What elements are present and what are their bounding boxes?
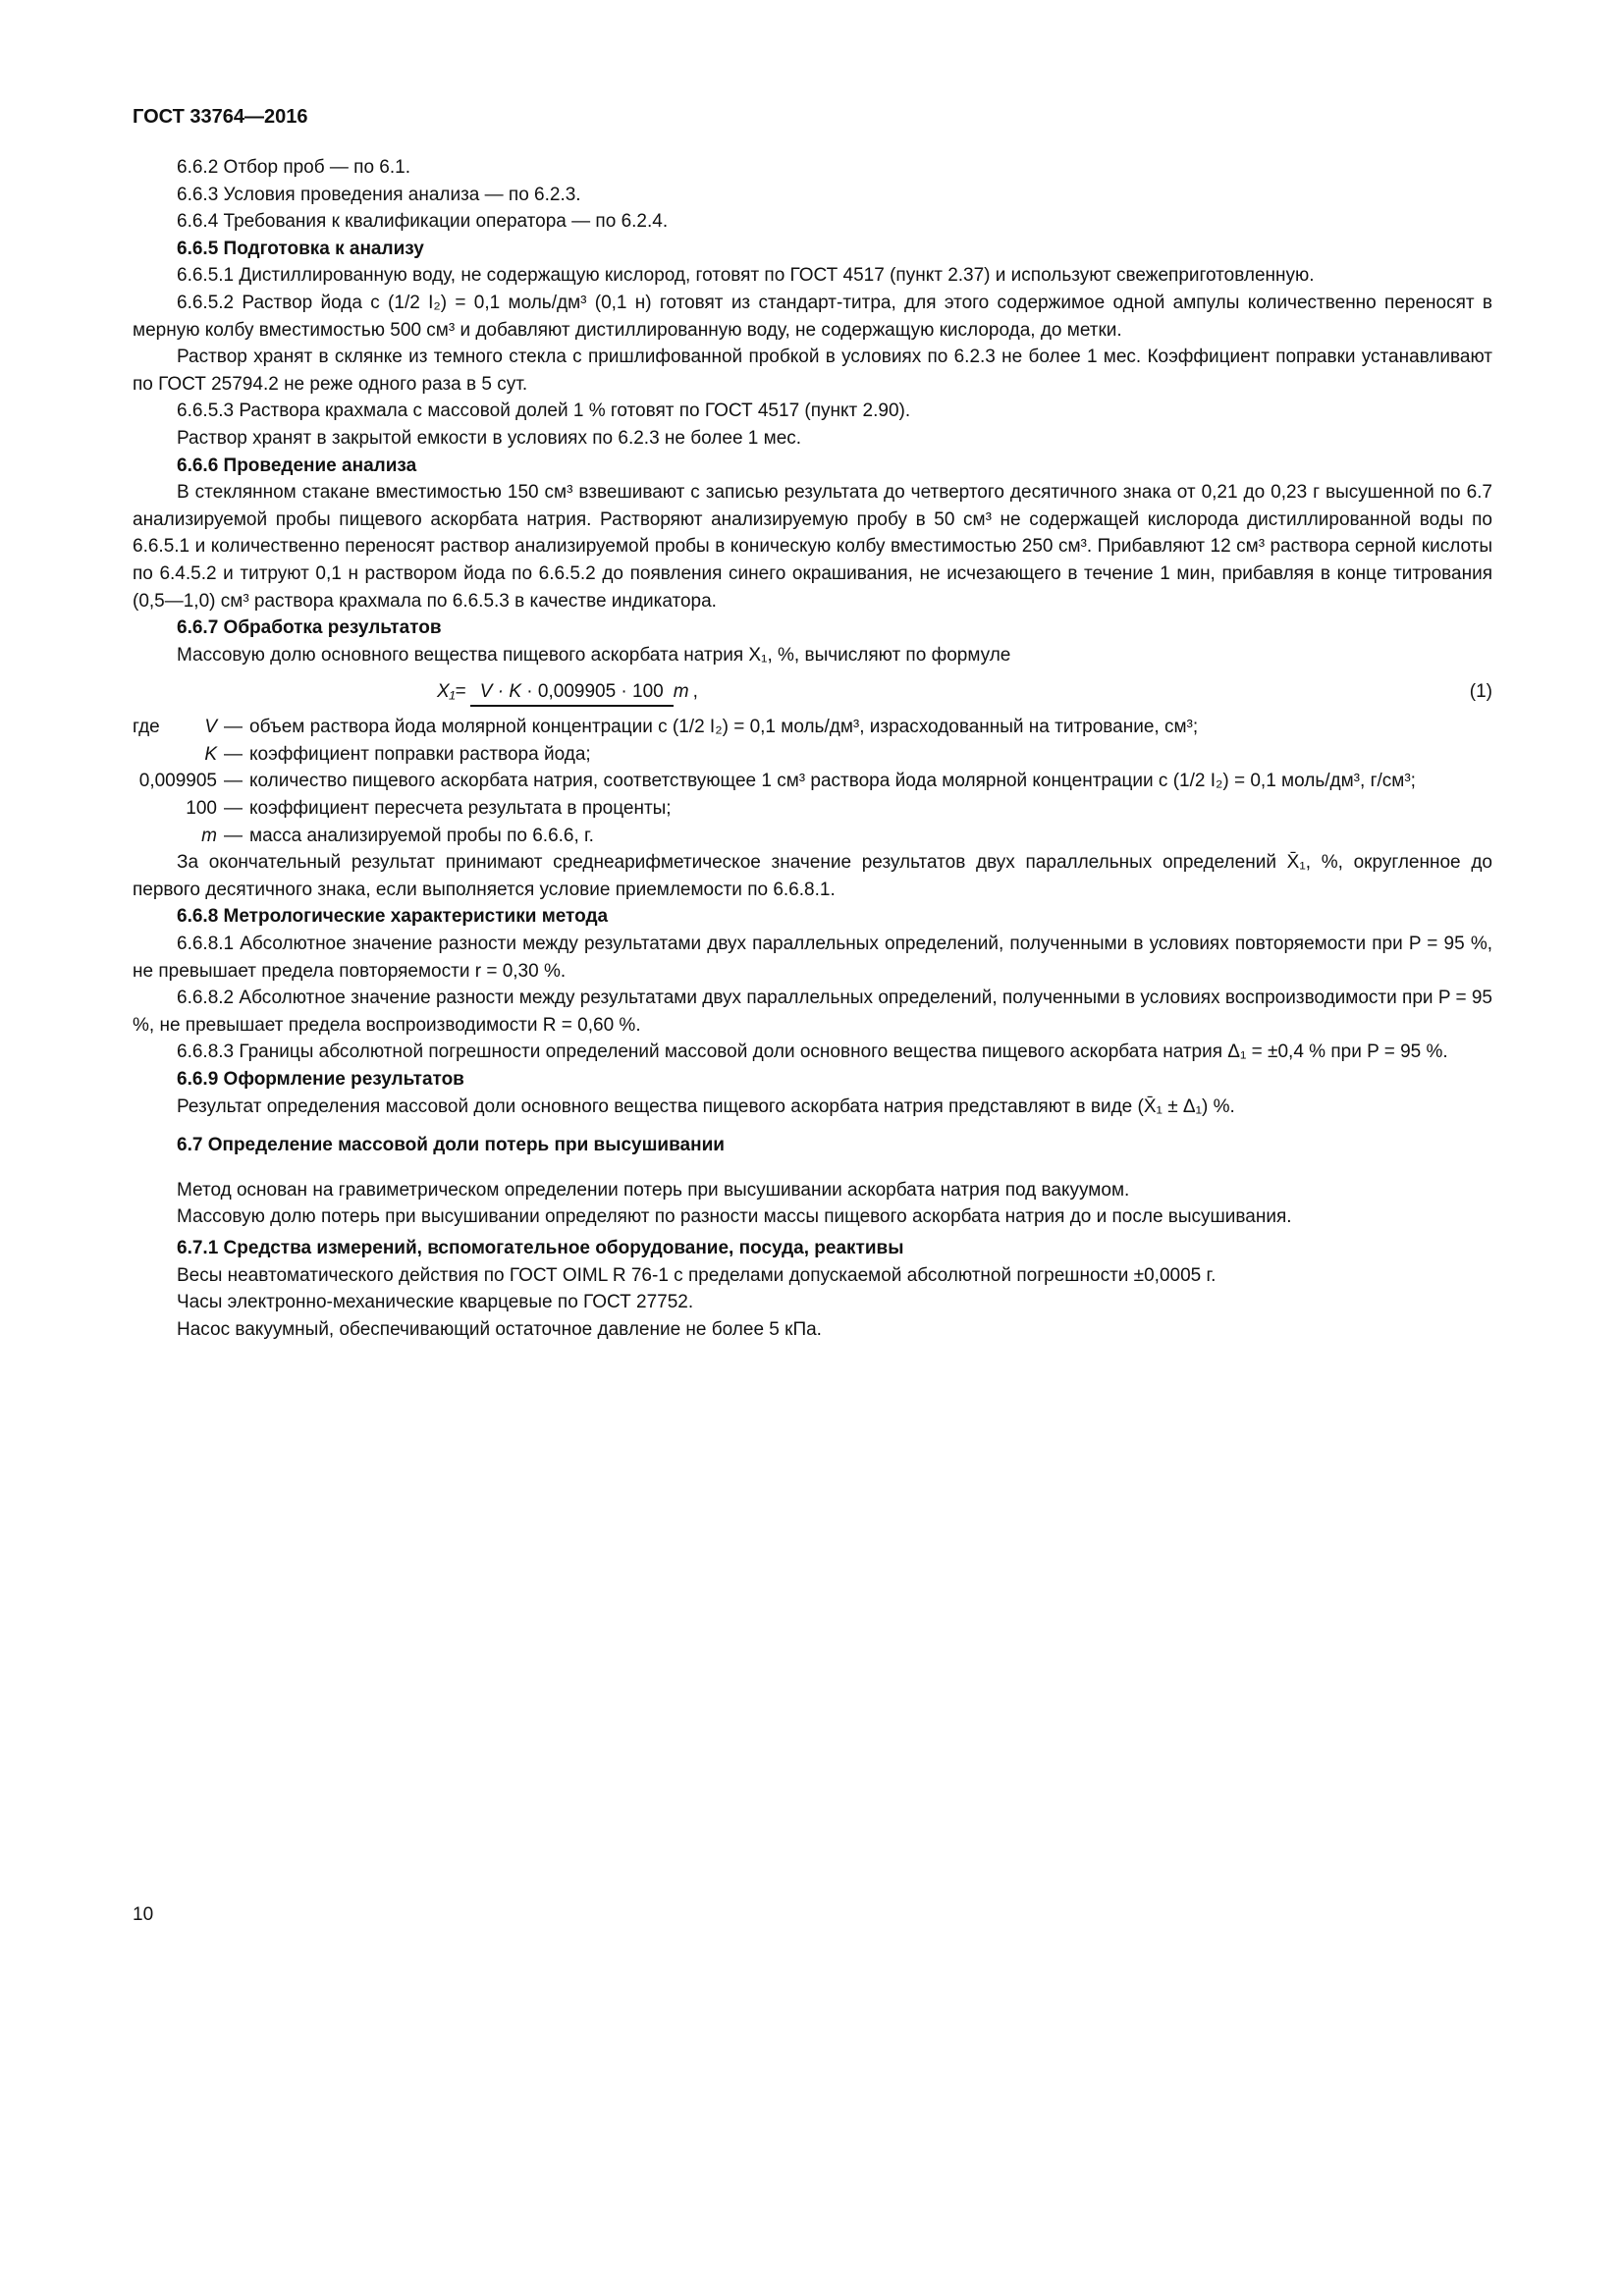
legend-term: m (201, 825, 217, 846)
formula-fraction (470, 680, 689, 704)
numerator-variables: V · K (479, 681, 522, 703)
legend-term: 0,009905 (138, 771, 217, 792)
clause-6-6-3: 6.6.3 Условия проведения анализа — по 6.2.3. (177, 184, 581, 205)
running-header: ГОСТ 33764—2016 (133, 106, 308, 128)
legend-dash: — (224, 825, 243, 846)
clause-6-6-2: 6.6.2 Отбор проб — по 6.1. (177, 157, 411, 178)
clause-6-7-p1: Метод основан на гравиметрическом определении потерь при высушивании аскорбата натрия под вакуумом. (177, 1179, 1130, 1201)
heading-6-7-1: 6.7.1 Средства измерений, вспомогательное оборудование, посуда, реактивы (177, 1237, 904, 1258)
heading-6-6-6: 6.6.6 Проведение анализа (177, 454, 417, 476)
page-number: 10 (133, 1904, 154, 1925)
legend-dash: — (224, 743, 243, 765)
heading-6-7: 6.7 Определение массовой доли потерь при высушивании (177, 1135, 725, 1156)
formula-lhs: X₁ (437, 681, 456, 703)
clause-6-6-5-2: 6.6.5.2 Раствор йода c (1/2 I₂) = 0,1 моль/дм³ (0,1 н) готовят из стандарт-титра, для этого содержимое одной ампулы количественно переносят в мерную колбу вместимостью 500 см³ и добавляют дистиллированную воду, не содержащую кислорода, до метки. (133, 292, 1492, 341)
numerator-constants: · 0,009905 · 100 (521, 681, 664, 703)
formula-expression (437, 680, 698, 704)
legend-row-k (133, 741, 1492, 769)
formula-legend (133, 714, 1492, 849)
legend-dash: — (224, 798, 243, 820)
legend-definition: коэффициент поправки раствора йода; (249, 743, 591, 765)
clause-6-7-p2: Массовую долю потерь при высушивании определяют по разности массы пищевого аскорбата натрия до и после высушивания. (177, 1206, 1292, 1228)
heading-6-6-5: 6.6.5 Подготовка к анализу (177, 238, 424, 259)
formula-equals: = (455, 681, 466, 703)
clause-6-6-8-3: 6.6.8.3 Границы абсолютной погрешности определений массовой доли основного вещества пищевого аскорбата натрия Δ₁ = ±0,4 % при P = 95 %. (177, 1041, 1448, 1063)
formula-number: (1) (1469, 681, 1492, 703)
heading-6-6-7: 6.6.7 Обработка результатов (177, 617, 442, 639)
legend-definition: количество пищевого аскорбата натрия, соответствующее 1 см³ раствора йода молярной концентрации c (1/2 I₂) = 0,1 моль/дм³, г/см³; (249, 771, 1416, 792)
legend-term: K (204, 743, 217, 765)
formula-comma: , (692, 681, 698, 703)
clause-6-6-8-1: 6.6.8.1 Абсолютное значение разности между результатами двух параллельных определений, полученными в условиях повторяемости при P = 95 %, не превышает предела повторяемости r = 0,30 %. (133, 934, 1492, 982)
legend-definition: масса анализируемой пробы по 6.6.6, г. (249, 825, 594, 846)
heading-6-6-9: 6.6.9 Оформление результатов (177, 1069, 464, 1090)
clause-6-6-5-3-note: Раствор хранят в закрытой емкости в условиях по 6.2.3 не более 1 мес. (177, 427, 802, 449)
clause-6-6-9-body: Результат определения массовой доли основного вещества пищевого аскорбата натрия представляют в виде (X̄₁ ± Δ₁) %. (177, 1095, 1235, 1117)
clause-6-7-1-p2: Часы электронно-механические кварцевые по ГОСТ 27752. (177, 1292, 694, 1313)
legend-dash: — (224, 717, 243, 738)
legend-definition: коэффициент пересчета результата в проценты; (249, 798, 672, 820)
legend-definition: объем раствора йода молярной концентрации c (1/2 I₂) = 0,1 моль/дм³, израсходованный на титрование, см³; (249, 717, 1199, 738)
legend-term: V (204, 717, 217, 738)
page-content (133, 106, 1492, 1343)
clause-6-6-6-body: В стеклянном стакане вместимостью 150 см³ взвешивают с записью результата до четвертого десятичного знака от 0,21 до 0,23 г высушенной по 6.7 анализируемой пробы пищевого аскорбата натрия. Растворяют анализируемую пробу в 50 см³ не содержащей кислорода дистиллированной воды по 6.6.5.1 и количественно переносят раствор анализируемой пробы в коническую колбу вместимостью 250 см³. Прибавляют 12 см³ раствора серной кислоты по 6.4.5.2 и титруют 0,1 н раствором йода по 6.6.5.2 до появления синего окрашивания, не исчезающего в течение 1 мин, прибавляя в конце титрования (0,5—1,0) см³ раствора крахмала по 6.6.5.3 в качестве индикатора. (133, 482, 1492, 612)
fraction-numerator (470, 681, 674, 707)
formula-1 (133, 680, 1492, 704)
heading-6-6-8: 6.6.8 Метрологические характеристики метода (177, 906, 609, 928)
clause-6-6-5-1: 6.6.5.1 Дистиллированную воду, не содержащую кислород, готовят по ГОСТ 4517 (пункт 2.37) и используют свежеприготовленную. (177, 265, 1315, 287)
legend-row-100 (133, 795, 1492, 823)
formula-intro: Массовую долю основного вещества пищевого аскорбата натрия X₁, %, вычисляют по формуле (177, 644, 1011, 666)
clause-6-6-5-2-note: Раствор хранят в склянке из темного стекла с пришлифованной пробкой в условиях по 6.2.3 не более 1 мес. Коэффициент поправки устанавливают по ГОСТ 25794.2 не реже одного раза в 5 сут. (133, 347, 1492, 395)
legend-row-v (133, 714, 1492, 741)
clause-6-6-8-2: 6.6.8.2 Абсолютное значение разности между результатами двух параллельных определений, полученными в условиях воспроизводимости при P = 95 %, не превышает предела воспроизводимости R = 0,60 %. (133, 988, 1492, 1036)
clause-6-6-4: 6.6.4 Требования к квалификации оператора — по 6.2.4. (177, 211, 669, 233)
legend-term: 100 (186, 798, 217, 820)
clause-6-6-5-3: 6.6.5.3 Раствора крахмала с массовой долей 1 % готовят по ГОСТ 4517 (пункт 2.90). (177, 400, 911, 422)
legend-row-0009905 (133, 768, 1492, 795)
clause-6-6-7-closing: За окончательный результат принимают среднеарифметическое значение результатов двух параллельных определений X̄₁, %, округленное до первого десятичного знака, если выполняется условие приемлемости по 6.6.8.1. (133, 852, 1492, 900)
legend-dash: — (224, 771, 243, 792)
clause-6-7-1-p1: Весы неавтоматического действия по ГОСТ OIML R 76-1 с пределами допускаемой абсолютной погрешности ±0,0005 г. (177, 1264, 1217, 1286)
legend-row-m (133, 823, 1492, 850)
clause-6-7-1-p3: Насос вакуумный, обеспечивающий остаточное давление не более 5 кПа. (177, 1318, 822, 1340)
legend-lead: где (133, 717, 160, 738)
fraction-denominator: m (673, 681, 689, 703)
